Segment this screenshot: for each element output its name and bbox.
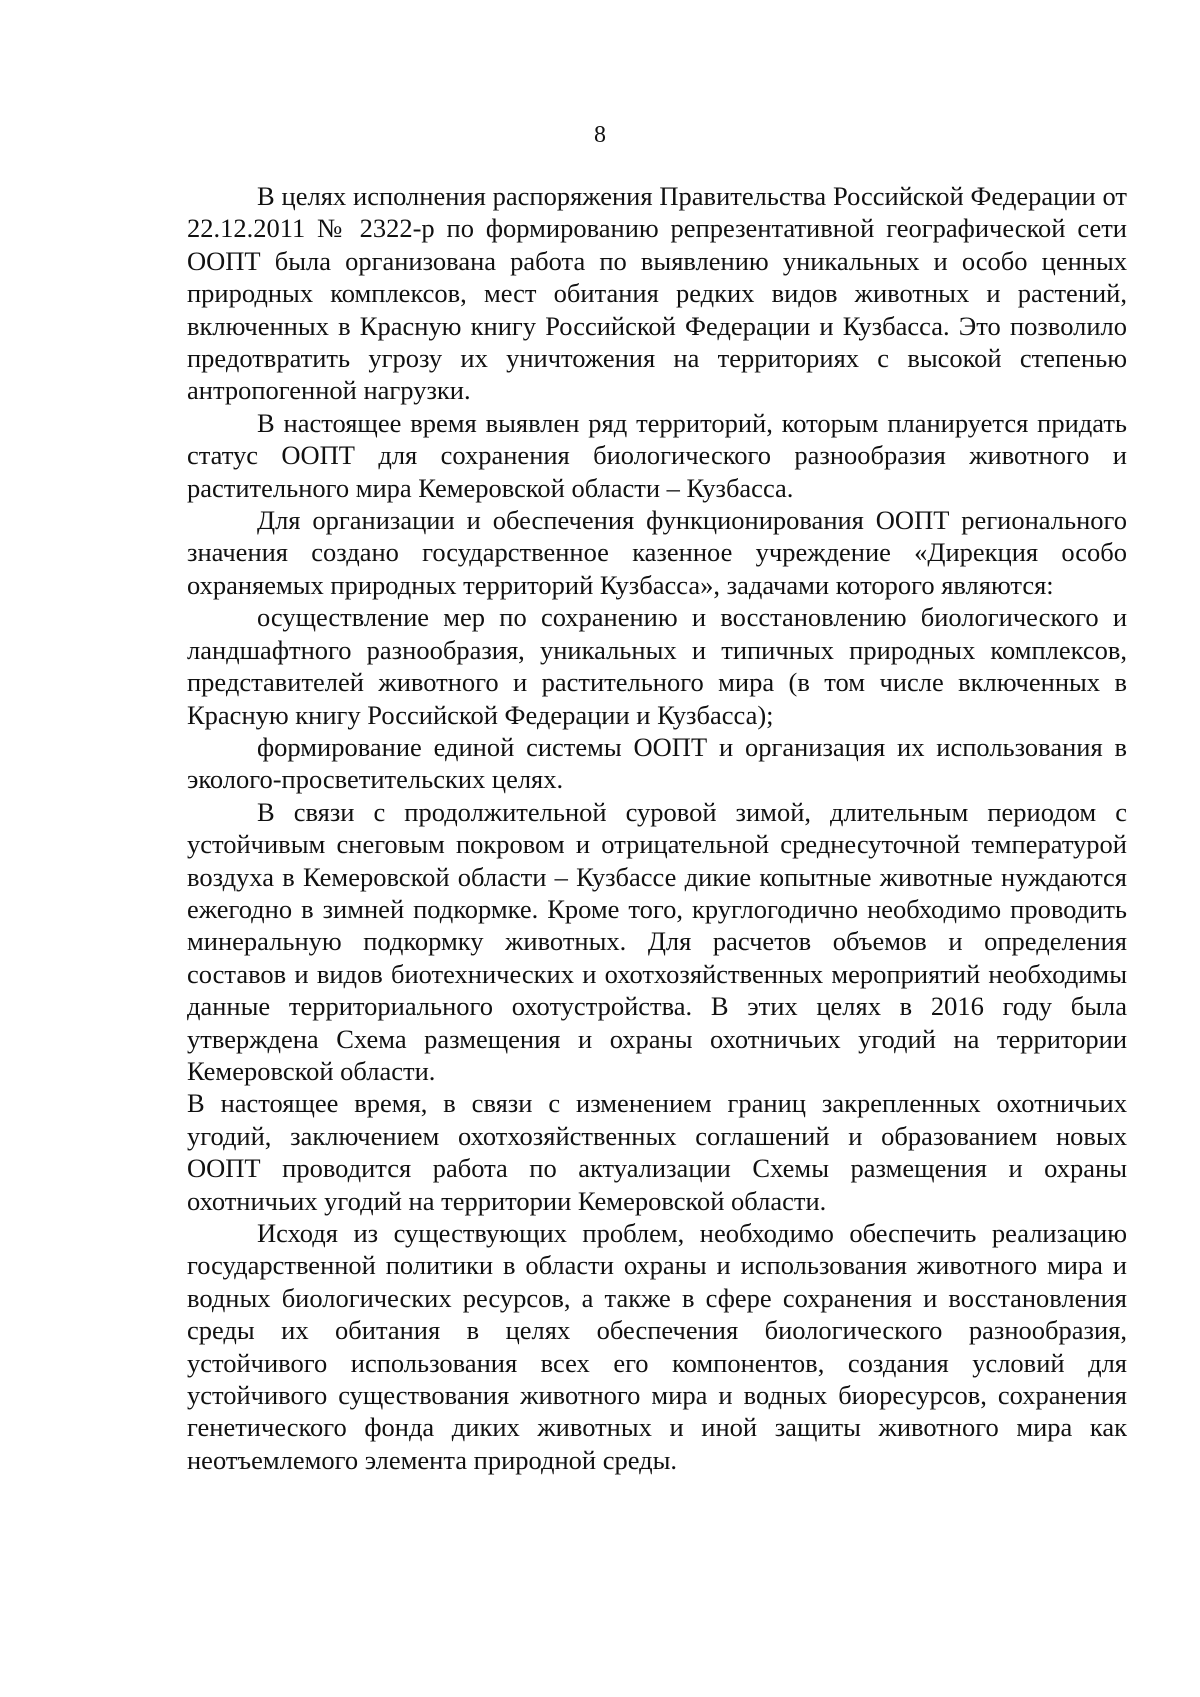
document-body: [187, 180, 1127, 1476]
paragraph-task-conservation: осуществление мер по сохранению и восстановлению биологического и ландшафтного разнообразия, уникальных и типичных природных комплексов, представителей животного и растительного мира (в том числе включенных в Красную книгу Российской Федерации и Кузбасса);: [187, 602, 1127, 730]
paragraph-state-policy: Исходя из существующих проблем, необходимо обеспечить реализацию государственной политики в области охраны и использования животного мира и водных биологических ресурсов, а также в сфере сохранения и восстановления среды их обитания в целях обеспечения биологического разнообразия, устойчивого использования всех его компонентов, создания условий для устойчивого существования животного мира и водных биоресурсов, сохранения генетического фонда диких животных и иной защиты животного мира как неотъемлемого элемента природной среды.: [187, 1218, 1127, 1475]
page-number: 8: [594, 122, 606, 148]
paragraph-ecological-network: В целях исполнения распоряжения Правительства Российской Федерации от 22.12.2011 № 2322-р по формированию репрезентативной географической сети ООПТ была организована работа по выявлению уникальных и особо ценных природных комплексов, мест обитания редких видов животных и растений, включенных в Красную книгу Российской Федерации и Кузбасса. Это позволило предотвратить угрозу их уничтожения на территориях с высокой степенью антропогенной нагрузки.: [187, 181, 1127, 406]
paragraph-task-system: формирование единой системы ООПТ и организация их использования в эколого-просветительских целях.: [187, 731, 1127, 795]
paragraph-directorate: Для организации и обеспечения функционирования ООПТ регионального значения создано государственное казенное учреждение «Дирекция особо охраняемых природных территорий Кузбасса», задачами которого являются:: [187, 505, 1127, 600]
paragraph-scheme-update: В настоящее время, в связи с изменением границ закрепленных охотничьих угодий, заключением охотхозяйственных соглашений и образованием новых ООПТ проводится работа по актуализации Схемы размещения и охраны охотничьих угодий на территории Кемеровской области.: [187, 1088, 1127, 1216]
paragraph-winter-feeding: В связи с продолжительной суровой зимой, длительным периодом с устойчивым снеговым покровом и отрицательной среднесуточной температурой воздуха в Кемеровской области – Кузбассе дикие копытные животные нуждаются ежегодно в зимней подкормке. Кроме того, круглогодично необходимо проводить минеральную подкормку животных. Для расчетов объемов и определения составов и видов биотехнических и охотхозяйственных мероприятий необходимы данные территориального охотустройства. В этих целях в 2016 году была утверждена Схема размещения и охраны охотничьих угодий на территории Кемеровской области.: [187, 796, 1127, 1086]
paragraph-new-territories: В настоящее время выявлен ряд территорий, которым планируется придать статус ООПТ для сохранения биологического разнообразия животного и растительного мира Кемеровской области – Кузбасса.: [187, 407, 1127, 503]
